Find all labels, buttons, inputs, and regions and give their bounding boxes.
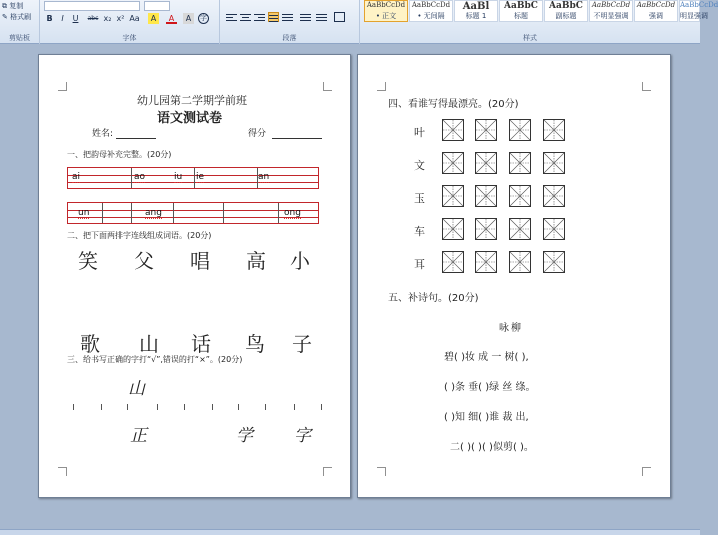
answer-tick <box>294 404 295 410</box>
doc-title-line2: 语文测试卷 <box>157 111 223 126</box>
char-bottom-2: 山 <box>139 332 159 356</box>
style-subtle-emphasis[interactable]: AaBbCcDd 不明显强调 <box>589 0 633 22</box>
grid-divider <box>194 168 195 188</box>
crop-mark <box>58 82 67 91</box>
pinyin-grid-row-2 <box>67 202 319 224</box>
font-size-box[interactable] <box>144 1 170 11</box>
grid-divider <box>131 168 132 188</box>
name-underline <box>116 129 156 139</box>
question-3: 三、给书写正确的字打“√”,错误的打“×”。(20分) <box>67 355 243 364</box>
answer-tick <box>157 404 158 410</box>
shading-button[interactable] <box>316 12 327 22</box>
pinyin-ai: ai <box>72 172 81 182</box>
poem-line-1: 碧( )妆 成 一 树( ), <box>444 352 529 363</box>
handwritten-char-2: 正 <box>130 426 147 446</box>
char-bottom-4: 鸟 <box>245 332 265 356</box>
style-normal[interactable]: AaBbCcDd • 正文 <box>364 0 408 22</box>
grid-divider <box>278 203 279 223</box>
char-top-3: 唱 <box>190 249 210 273</box>
crop-mark <box>642 467 651 476</box>
clipboard-group-label: 剪贴板 <box>9 34 30 42</box>
styles-group <box>360 0 718 44</box>
crop-mark <box>323 82 332 91</box>
pinyin-an: an <box>258 172 270 182</box>
grid-divider <box>223 203 224 223</box>
pinyin-ie: ie <box>196 172 205 182</box>
tianzige-box <box>475 218 497 240</box>
style-title[interactable]: AaBbC 标题 <box>499 0 543 22</box>
pinyin-un: un <box>78 208 90 218</box>
justify-button[interactable] <box>268 12 279 22</box>
grid-divider <box>102 203 103 223</box>
poem-line-4: 二( )( )( )似剪( )。 <box>450 442 534 453</box>
poem-line-3: ( )知 细( )谁 裁 出, <box>444 412 529 423</box>
styles-group-label: 样式 <box>523 34 537 42</box>
superscript-button[interactable]: x² <box>116 14 125 23</box>
answer-tick <box>73 404 74 410</box>
style-subtitle[interactable]: AaBbC 副标题 <box>544 0 588 22</box>
tianzige-box <box>543 251 565 273</box>
tianzige-box <box>475 119 497 141</box>
crop-mark <box>377 467 386 476</box>
align-left-button[interactable] <box>226 12 237 22</box>
tianzige-box <box>543 152 565 174</box>
tianzige-box <box>442 152 464 174</box>
char-shading-button[interactable]: A <box>183 13 194 24</box>
tianzige-box <box>509 152 531 174</box>
highlight-button[interactable]: A <box>148 13 159 24</box>
tzg-char-1: 叶 <box>414 126 425 139</box>
score-underline <box>272 129 322 139</box>
char-top-4: 高 <box>246 249 266 273</box>
char-bottom-3: 话 <box>191 332 211 356</box>
copy-button[interactable]: ⧉ 复制 <box>2 2 24 10</box>
grid-line <box>68 175 318 176</box>
align-right-button[interactable] <box>254 12 265 22</box>
doc-title-line1: 幼儿园第二学期学前班 <box>137 94 247 107</box>
answer-tick <box>184 404 185 410</box>
tianzige-box <box>509 251 531 273</box>
answer-tick <box>321 404 322 410</box>
tianzige-box <box>475 185 497 207</box>
style-emphasis[interactable]: AaBbCcDd 强调 <box>634 0 678 22</box>
handwritten-char-4: 字 <box>294 426 311 446</box>
distribute-button[interactable] <box>282 12 293 22</box>
tianzige-box <box>475 251 497 273</box>
list-buttons[interactable] <box>224 1 354 10</box>
pinyin-ao: ao <box>134 172 146 182</box>
tzg-char-5: 耳 <box>414 258 425 271</box>
char-bottom-5: 子 <box>292 332 312 356</box>
enclose-char-button[interactable]: 字 <box>200 14 207 22</box>
borders-button[interactable] <box>334 12 345 22</box>
italic-button[interactable]: I <box>61 14 64 23</box>
tianzige-box <box>442 251 464 273</box>
pinyin-ong: ong <box>284 208 301 218</box>
strikethrough-button[interactable]: abc <box>87 15 99 22</box>
format-painter-button[interactable]: ✎ 格式刷 <box>2 13 32 21</box>
grid-line <box>68 182 318 183</box>
char-top-2: 父 <box>134 249 154 273</box>
name-field[interactable]: 姓名: <box>92 126 156 139</box>
align-center-button[interactable] <box>240 12 251 22</box>
pinyin-iu: iu <box>174 172 183 182</box>
paragraph-group-label: 段落 <box>282 34 297 42</box>
format-painter-icon: ✎ <box>2 13 8 21</box>
line-spacing-button[interactable] <box>300 12 311 22</box>
copy-icon: ⧉ <box>2 2 7 10</box>
font-group <box>40 0 220 44</box>
tianzige-box <box>509 185 531 207</box>
underline-button[interactable]: U <box>72 14 79 23</box>
clipboard-group <box>0 0 40 44</box>
font-group-label: 字体 <box>122 34 137 42</box>
tianzige-box <box>442 185 464 207</box>
subscript-button[interactable]: x₂ <box>103 14 112 23</box>
style-intense-emphasis[interactable]: AaBbCcDd 明显强调 <box>680 1 718 20</box>
grid-line <box>68 217 318 218</box>
pinyin-ang: ang <box>145 208 162 218</box>
font-color-button[interactable]: A <box>166 13 177 24</box>
question-2: 二、把下面两排字连线组成词语。(20分) <box>67 231 212 240</box>
pinyin-grid-row-1 <box>67 167 319 189</box>
bold-button[interactable]: B <box>46 14 53 23</box>
tzg-char-4: 车 <box>414 225 425 238</box>
style-no-spacing[interactable]: AaBbCcDd • 无间隔 <box>409 0 453 22</box>
font-name-box[interactable] <box>44 1 140 11</box>
char-top-1: 笑 <box>78 249 98 273</box>
paragraph-group <box>220 0 360 44</box>
status-bar <box>0 529 700 535</box>
tianzige-box <box>509 218 531 240</box>
answer-tick <box>212 404 213 410</box>
crop-mark <box>377 82 386 91</box>
tianzige-box <box>509 119 531 141</box>
handwritten-char-1: 山 <box>128 379 145 399</box>
crop-mark <box>323 467 332 476</box>
poem-line-2: ( )条 垂( )绿 丝 绦。 <box>444 382 536 393</box>
tzg-char-2: 文 <box>414 159 425 172</box>
answer-tick <box>238 404 239 410</box>
poem-title: 咏柳 <box>499 323 523 334</box>
grid-divider <box>131 203 132 223</box>
answer-tick <box>127 404 128 410</box>
crop-mark <box>642 82 651 91</box>
question-5: 五、补诗句。(20分) <box>388 293 479 304</box>
tianzige-box <box>442 119 464 141</box>
grid-line <box>68 210 318 211</box>
tzg-char-3: 玉 <box>414 192 425 205</box>
handwritten-char-3: 学 <box>236 426 253 446</box>
tianzige-box <box>475 152 497 174</box>
question-1: 一、把韵母补充完整。(20分) <box>67 150 172 159</box>
score-field[interactable]: 得分 <box>248 126 322 139</box>
ribbon <box>0 0 718 44</box>
answer-tick <box>265 404 266 410</box>
char-top-5: 小 <box>290 249 310 273</box>
tianzige-box <box>543 185 565 207</box>
grid-divider <box>173 203 174 223</box>
tianzige-box <box>442 218 464 240</box>
style-heading-1[interactable]: AaBl 标题 1 <box>454 0 498 22</box>
question-4: 四、看谁写得最漂亮。(20分) <box>388 99 519 110</box>
crop-mark <box>58 467 67 476</box>
change-case-button[interactable]: Aa <box>129 14 140 23</box>
char-bottom-1: 歌 <box>80 332 100 356</box>
tianzige-box <box>543 119 565 141</box>
tianzige-box <box>543 218 565 240</box>
answer-tick <box>101 404 102 410</box>
